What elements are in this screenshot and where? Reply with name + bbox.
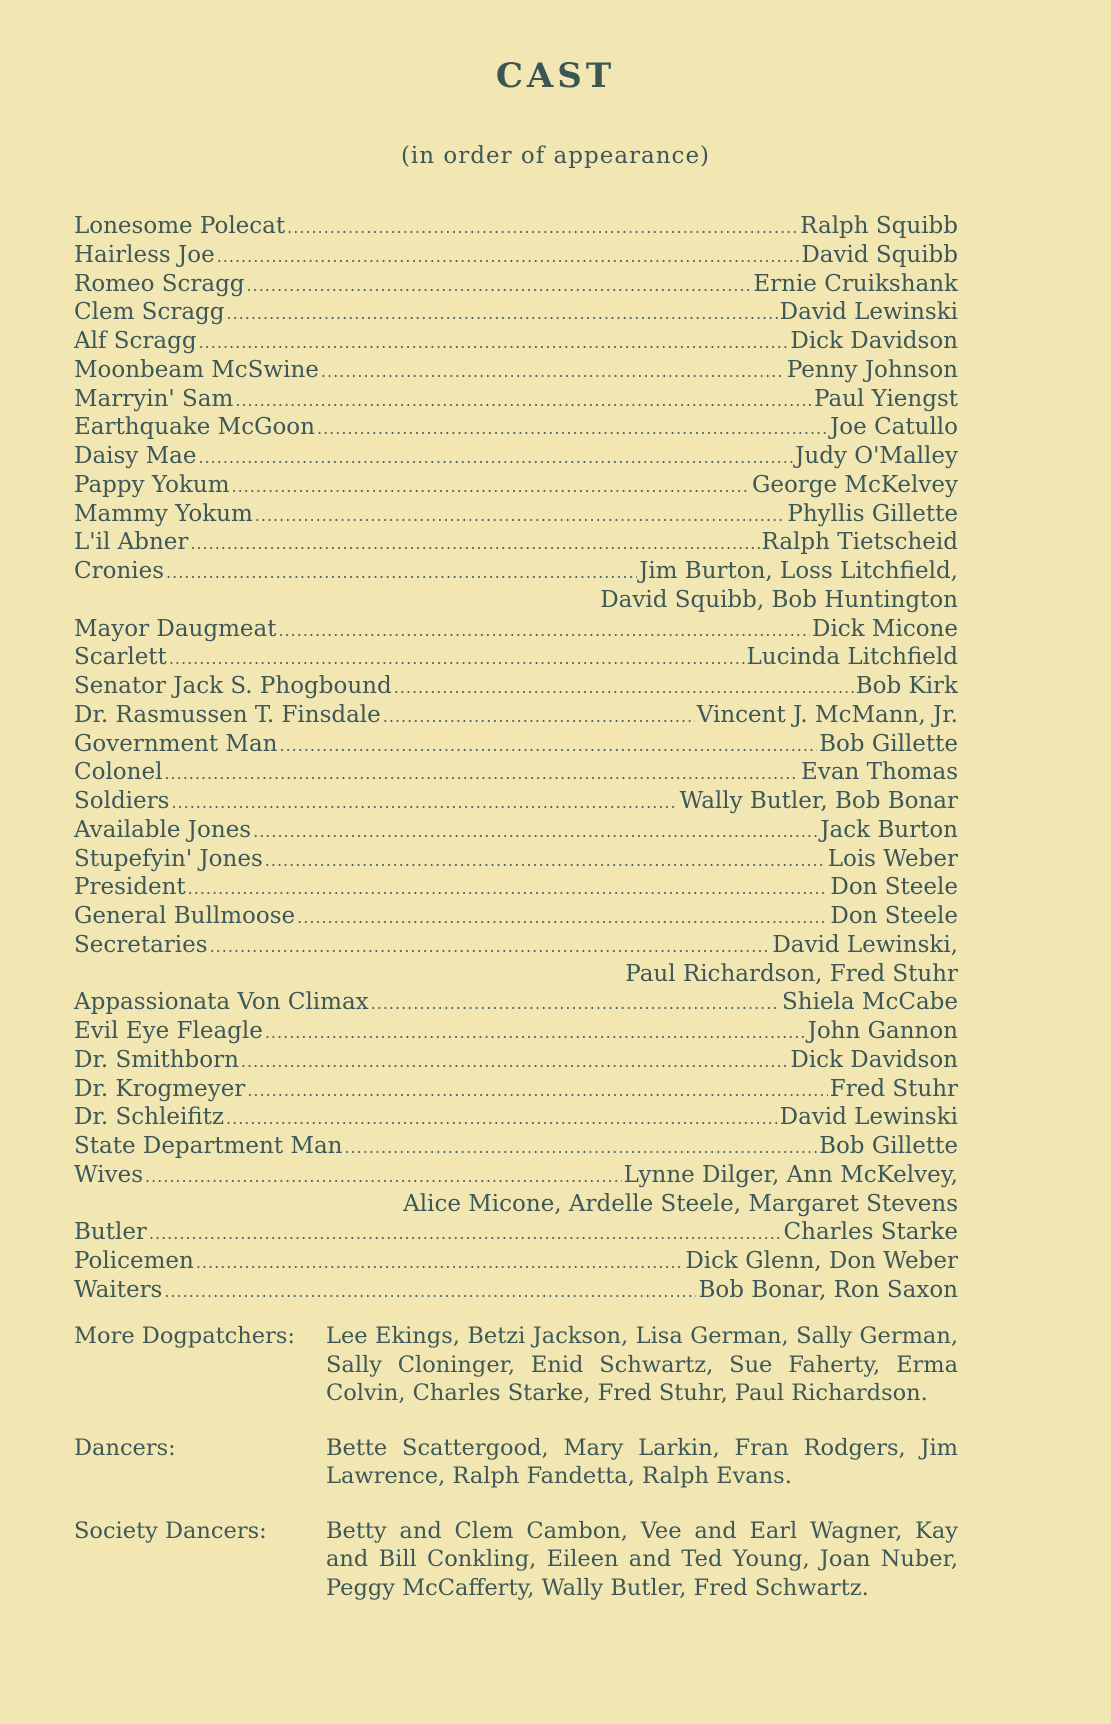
cast-row: [74, 327, 958, 356]
cast-row: [74, 385, 958, 414]
dot-leader: [247, 1077, 827, 1106]
cast-row: [74, 758, 958, 787]
dot-leader: [164, 760, 799, 789]
dot-leader: [149, 1220, 782, 1249]
cast-row: [74, 931, 958, 960]
cast-row: [74, 1161, 958, 1190]
cast-row: [74, 787, 958, 816]
cast-role: Daisy Mae: [74, 443, 197, 469]
ensemble-members: Betty and Clem Cambon, Vee and Earl Wagner, Kay and Bill Conkling, Eileen and Ted Young, Joan Nuber, Peggy McCafferty, Wally Butler, Fred Schwartz.: [326, 1517, 958, 1601]
cast-actor: Lucinda Litchfield: [746, 644, 958, 671]
cast-row: [74, 873, 958, 902]
cast-row: [74, 1247, 958, 1276]
cast-role: L'il Abner: [74, 529, 189, 556]
dot-leader: [321, 358, 785, 387]
cast-actor: David Lewinski: [779, 1104, 958, 1131]
cast-actor: Fred Stuhr: [829, 1075, 958, 1102]
dot-leader: [371, 990, 780, 1019]
cast-actor: Penny Johnson: [786, 356, 958, 383]
ensemble-list: [74, 1322, 958, 1602]
cast-row: [74, 902, 958, 931]
cast-row: [74, 1075, 958, 1104]
cast-actor-continued: Paul Richardson, Fred Stuhr: [625, 960, 958, 987]
cast-actor: Dick Davidson: [790, 1046, 958, 1073]
cast-actor: Judy O'Malley: [795, 443, 958, 469]
dot-leader: [265, 847, 826, 876]
dot-leader: [235, 387, 812, 416]
cast-actor: Bob Gillette: [819, 1133, 958, 1159]
dot-leader: [394, 674, 854, 703]
cast-actor: Ralph Squibb: [800, 213, 958, 239]
cast-actor-continued: David Squibb, Bob Huntington: [600, 586, 958, 613]
cast-row: [74, 1276, 958, 1305]
cast-row: [74, 816, 958, 845]
cast-actor: John Gannon: [807, 1018, 958, 1044]
cast-role: Waiters: [74, 1276, 163, 1303]
cast-role: Butler: [74, 1219, 147, 1246]
cast-actor: Paul Yiengst: [814, 385, 958, 412]
cast-actor: Joe Catullo: [830, 414, 958, 441]
cast-role: Mammy Yokum: [74, 500, 253, 527]
cast-role: Government Man: [74, 730, 278, 757]
cast-row: [74, 471, 958, 500]
cast-row: [74, 212, 958, 241]
cast-role: Available Jones: [74, 816, 252, 843]
cast-actor: Dick Micone: [812, 615, 958, 642]
cast-role: Dr. Rasmussen T. Finsdale: [74, 701, 381, 728]
cast-actor: Ernie Cruikshank: [753, 270, 958, 297]
ensemble-group: [74, 1322, 958, 1408]
ensemble-label: More Dogpatchers:: [74, 1323, 295, 1349]
cast-row: [74, 672, 958, 701]
cast-role: State Department Man: [74, 1133, 343, 1159]
cast-actor: Don Steele: [830, 903, 958, 929]
cast-actor: Bob Kirk: [855, 673, 958, 699]
cast-row: [74, 298, 958, 327]
cast-actor: David Lewinski,: [772, 931, 958, 958]
cast-row: [74, 845, 958, 874]
cast-role: Evil Eye Fleagle: [74, 1018, 263, 1044]
cast-row: [74, 241, 958, 270]
dot-leader: [199, 329, 789, 358]
dot-leader: [169, 645, 745, 674]
cast-role: Senator Jack S. Phogbound: [74, 673, 392, 699]
cast-actor: Lynne Dilger, Ann McKelvey,: [623, 1161, 958, 1188]
cast-role: Cronies: [74, 558, 165, 584]
cast-role: Marryin' Sam: [74, 385, 234, 412]
page-title: CAST: [495, 56, 616, 96]
cast-role: Earthquake McGoon: [74, 414, 315, 441]
dot-leader: [196, 1249, 684, 1278]
cast-role: Dr. Smithborn: [74, 1046, 239, 1073]
cast-role: Stupefyin' Jones: [74, 845, 263, 872]
dot-leader: [166, 559, 637, 588]
ensemble-label: Dancers:: [74, 1434, 176, 1461]
cast-role: General Bullmoose: [74, 903, 296, 929]
ensemble-members: Lee Ekings, Betzi Jackson, Lisa German, Sally German, Sally Cloninger, Enid Schwartz, Sue Faherty, Erma Colvin, Charles Starke, Fred Stuhr, Paul Richardson.: [326, 1323, 958, 1406]
dot-leader: [190, 530, 759, 559]
ensemble-label: Society Dancers:: [74, 1517, 267, 1544]
dot-leader: [280, 732, 818, 761]
cast-row: [74, 557, 958, 586]
cast-list: [74, 212, 958, 1305]
cast-row: [74, 1046, 958, 1075]
cast-row: [74, 442, 958, 471]
cast-row: [74, 1132, 958, 1161]
dot-leader: [217, 243, 800, 272]
cast-actor: David Lewinski: [779, 299, 958, 326]
cast-row: [74, 356, 958, 385]
page-subtitle: (in order of appearance): [400, 143, 711, 169]
dot-leader: [232, 473, 750, 502]
cast-role: Colonel: [74, 759, 163, 786]
cast-actor: Jim Burton, Loss Litchfield,: [639, 558, 958, 584]
ensemble-group: [74, 1517, 958, 1603]
dot-leader: [253, 818, 818, 847]
cast-role: Dr. Krogmeyer: [74, 1075, 246, 1102]
cast-role: Secretaries: [74, 931, 208, 958]
cast-row: [74, 528, 958, 557]
dot-leader: [287, 214, 798, 243]
cast-role: Dr. Schleifitz: [74, 1104, 225, 1131]
dot-leader: [265, 1019, 806, 1048]
cast-actor: Evan Thomas: [801, 759, 958, 786]
cast-role: Pappy Yokum: [74, 471, 230, 498]
cast-row: [74, 270, 958, 299]
cast-role: Policemen: [74, 1248, 194, 1274]
cast-role: Romeo Scragg: [74, 270, 245, 297]
cast-actor-continued: Alice Micone, Ardelle Steele, Margaret Stevens: [403, 1190, 958, 1217]
cast-row: [74, 988, 958, 1017]
cast-row: [74, 1218, 958, 1247]
dot-leader: [210, 933, 771, 962]
cast-row: [74, 643, 958, 672]
cast-actor: Lois Weber: [827, 845, 958, 872]
dot-leader: [226, 300, 777, 329]
cast-row: [74, 1103, 958, 1132]
cast-row: [74, 701, 958, 730]
dot-leader: [171, 789, 677, 818]
cast-actor: Vincent J. McMann, Jr.: [696, 701, 958, 728]
dot-leader: [188, 875, 829, 904]
ensemble-group: [74, 1434, 958, 1491]
cast-actor: Bob Gillette: [819, 730, 958, 757]
cast-actor: Dick Glenn, Don Weber: [685, 1248, 958, 1274]
cast-actor: Don Steele: [830, 874, 958, 901]
cast-actor: Ralph Tietscheid: [761, 529, 958, 556]
cast-row: [74, 413, 958, 442]
dot-leader: [247, 272, 752, 301]
cast-role: Lonesome Polecat: [74, 213, 286, 239]
dot-leader: [145, 1163, 622, 1192]
cast-row: [74, 730, 958, 759]
cast-actor: Charles Starke: [783, 1219, 958, 1246]
dot-leader: [317, 415, 828, 444]
cast-role: Wives: [74, 1161, 143, 1188]
cast-row: [74, 1017, 958, 1046]
cast-actor: Phyllis Gillette: [787, 500, 958, 527]
dot-leader: [344, 1134, 817, 1163]
cast-actor: Bob Bonar, Ron Saxon: [698, 1276, 958, 1303]
dot-leader: [297, 904, 828, 933]
cast-actor: David Squibb: [801, 241, 958, 268]
cast-actor: George McKelvey: [751, 471, 958, 498]
cast-role: Mayor Daugmeat: [74, 615, 277, 642]
cast-role: Appassionata Von Climax: [74, 989, 369, 1016]
cast-role: Clem Scragg: [74, 299, 225, 326]
cast-row: [74, 500, 958, 529]
cast-role: Soldiers: [74, 788, 170, 814]
cast-actor: Wally Butler, Bob Bonar: [679, 788, 958, 814]
ensemble-members: Bette Scattergood, Mary Larkin, Fran Rodgers, Jim Lawrence, Ralph Fandetta, Ralph Evans.: [326, 1434, 958, 1489]
cast-actor: Shiela McCabe: [782, 989, 958, 1016]
dot-leader: [226, 1105, 778, 1134]
cast-role: Alf Scragg: [74, 328, 197, 354]
cast-role: Moonbeam McSwine: [74, 356, 319, 383]
dot-leader: [383, 703, 695, 732]
dot-leader: [241, 1048, 788, 1077]
dot-leader: [278, 617, 810, 646]
cast-role: Hairless Joe: [74, 241, 215, 268]
dot-leader: [255, 502, 786, 531]
cast-row: [74, 615, 958, 644]
dot-leader: [164, 1278, 696, 1307]
cast-actor: Jack Burton: [820, 816, 958, 843]
cast-role: President: [74, 874, 186, 901]
cast-actor: Dick Davidson: [790, 328, 958, 354]
cast-role: Scarlett: [74, 644, 167, 671]
dot-leader: [199, 444, 794, 473]
